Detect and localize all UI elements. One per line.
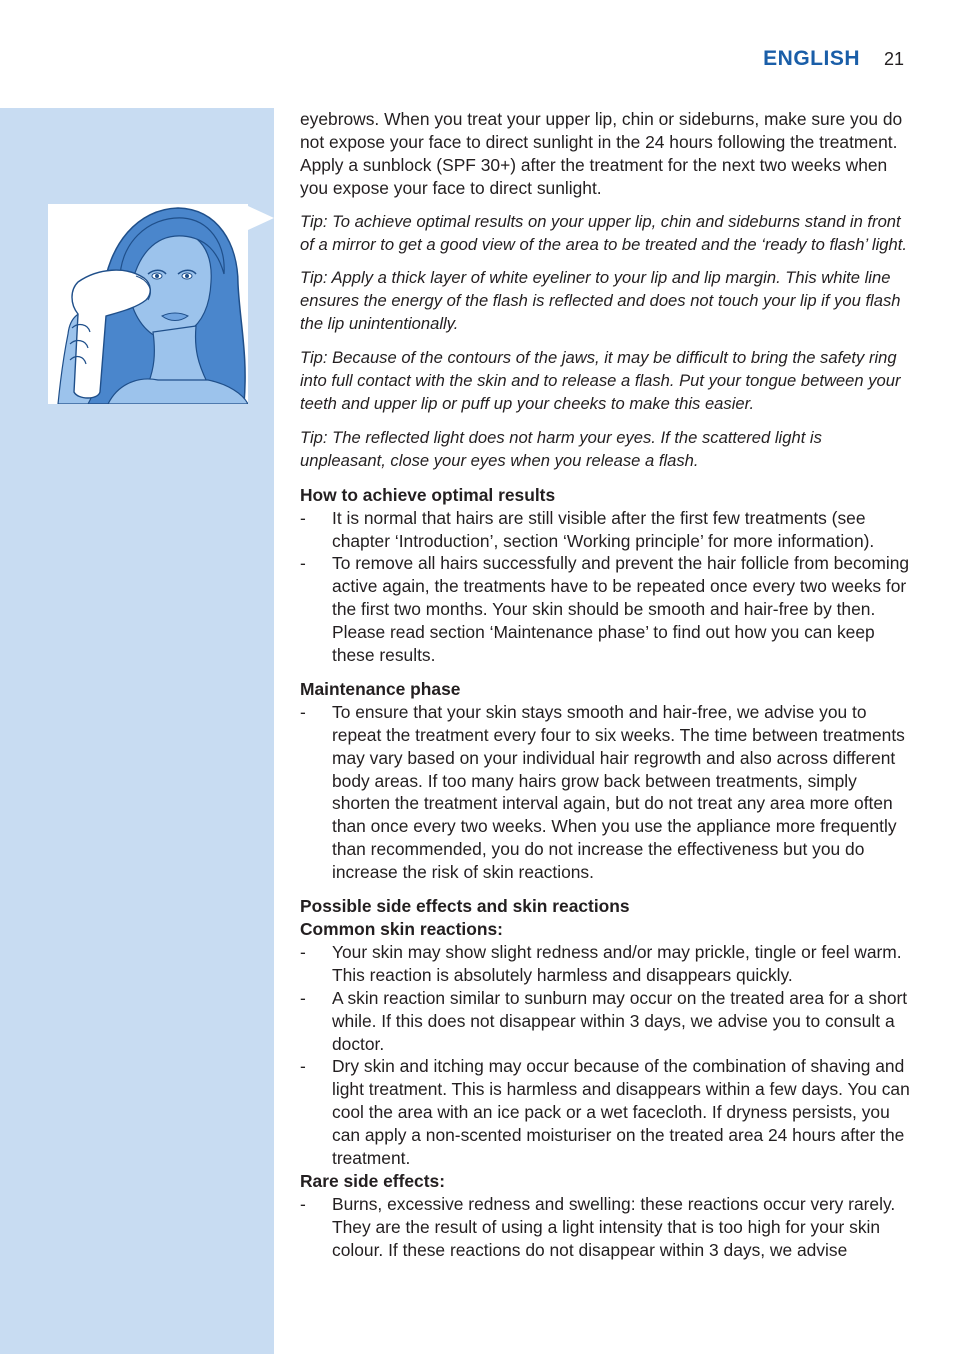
tip-paragraph: Tip: Because of the contours of the jaws, it may be difficult to bring the safety ring into full contact with the skin and to release a flash. Put your tongue between your teeth and upper lip or puff up your cheeks to make this easier.: [300, 348, 901, 413]
dash-marker: -: [300, 941, 306, 962]
illustration-pointer: [248, 206, 274, 230]
dash-marker: -: [300, 507, 306, 528]
dash-marker: -: [300, 1056, 306, 1077]
list-item-text: Your skin may show slight redness and/or may prickle, tingle or feel warm. This reaction is absolutely harmless and disappears quickly.: [332, 941, 902, 985]
dash-marker: -: [300, 553, 306, 574]
tip-paragraph: Tip: Apply a thick layer of white eyeliner to your lip and lip margin. This white line ensures the energy of the flash is reflected and does not touch your lip if you flash the lip unintentionally.: [300, 268, 901, 334]
list-item: [300, 941, 910, 987]
dash-marker: -: [300, 701, 306, 722]
language-label: ENGLISH: [763, 47, 860, 70]
page-number: 21: [883, 49, 904, 69]
list-item-text: A skin reaction similar to sunburn may occur on the treated area for a short while. If this does not disappear within 3 days, we advise you to consult a doctor.: [332, 987, 908, 1054]
dash-marker: -: [300, 1193, 306, 1214]
section-heading: How to achieve optimal results: [300, 484, 556, 505]
main-content: [300, 108, 910, 1262]
section-heading: Possible side effects and skin reactions: [300, 896, 630, 917]
subsection-heading: Rare side effects:: [300, 1170, 445, 1191]
bullet-list: [300, 1193, 910, 1262]
list-item: [300, 1055, 910, 1170]
tip-paragraph: Tip: The reflected light does not harm your eyes. If the scattered light is unpleasant, close your eyes when you release a flash.: [300, 427, 822, 470]
tip-paragraph: Tip: To achieve optimal results on your upper lip, chin and sideburns stand in front of a mirror to get a good view of the area to be treated and the ‘ready to flash’ light.: [300, 211, 907, 254]
list-item: [300, 701, 910, 884]
dash-marker: -: [300, 987, 306, 1008]
list-item: [300, 507, 910, 553]
list-item: [300, 552, 910, 667]
list-item: [300, 1193, 910, 1262]
bullet-list: [300, 941, 910, 1170]
list-item-text: To ensure that your skin stays smooth and hair-free, we advise you to repeat the treatment every four to six weeks. The time between treatments may vary based on your individual hair regrowth and also across different body areas. If too many hairs grow back between treatments, simply shorten the treatment interval again, but do not treat any area more often than once every two weeks. When you use the appliance more frequently than recommended, you do not increase the effectiveness but you do increase the risk of skin reactions.: [332, 701, 905, 883]
intro-paragraph: eyebrows. When you treat your upper lip, chin or sideburns, make sure you do not expose your face to direct sunlight in the 24 hours following the treatment. Apply a sunblock (SPF 30+) after the treatment for the next two weeks when you expose your face to direct sunlight.: [300, 109, 903, 198]
list-item-text: Dry skin and itching may occur because of the combination of shaving and light treatment. This is harmless and disappears within a few days. You can cool the area with an ice pack or a wet facecloth. If dryness persists, you can apply a non-scented moisturiser on the treated area 24 hours after the treatment.: [332, 1056, 910, 1169]
list-item-text: It is normal that hairs are still visible after the first few treatments (see chapter ‘Introduction’, section ‘Working principle’ for more information).: [332, 507, 875, 551]
woman-using-device-illustration: [48, 204, 248, 404]
bullet-list: [300, 701, 910, 884]
bullet-list: [300, 507, 910, 667]
section-heading: Maintenance phase: [300, 678, 461, 699]
list-item-text: To remove all hairs successfully and prevent the hair follicle from becoming active again, the treatments have to be repeated once every two weeks for the first two months. Your skin should be smooth and hair-free by then. Please read section ‘Maintenance phase’ to find out how you can keep these results.: [332, 553, 910, 666]
subsection-heading: Common skin reactions:: [300, 919, 503, 939]
list-item: [300, 987, 910, 1056]
illustration-drawing: [48, 204, 248, 404]
list-item-text: Burns, excessive redness and swelling: these reactions occur very rarely. They are the result of using a light intensity that is too high for your skin colour. If these reactions do not disappear within 3 days, we advise: [332, 1193, 896, 1260]
